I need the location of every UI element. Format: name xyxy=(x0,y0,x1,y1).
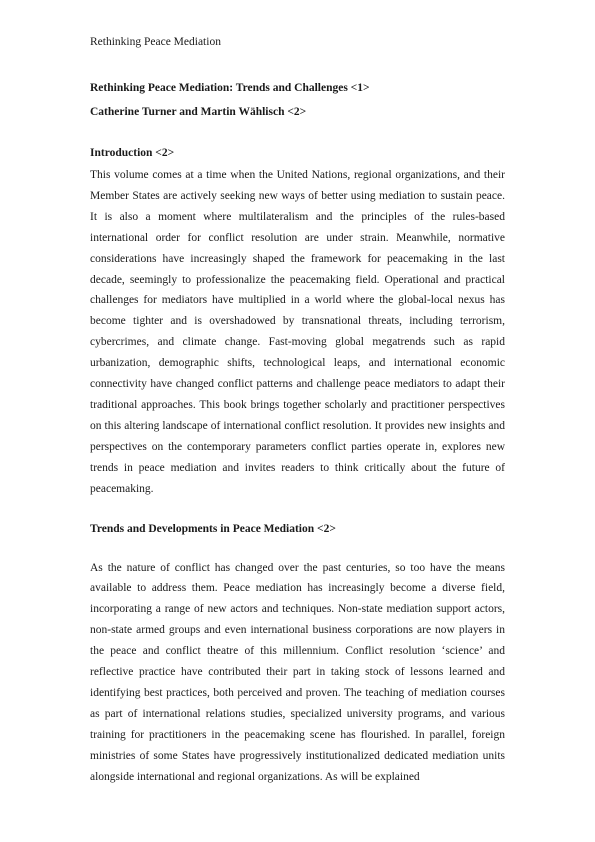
article-authors: Catherine Turner and Martin Wählisch <2> xyxy=(90,106,307,118)
introduction-paragraph: This volume comes at a time when the United Nations, regional organizations, and their Member States are actively seeking new ways of better using mediation to sustain peace. It is also a moment where multilateralism and the principles of the rules-based international order for conflict resolution are under strain. Meanwhile, normative considerations have increasingly shaped the framework for peacemaking in the last decade, seemingly to professionalize the peacemaking field. Operational and practical challenges for mediators have multiplied in a world where the global-local nexus has become tighter and is overshadowed by transnational threats, including terrorism, cybercrimes, and climate change. Fast-moving global megatrends such as rapid urbanization, demographic shifts, technological leaps, and international economic connectivity have changed conflict patterns and challenge peace mediators to adapt their traditional approaches. This book brings together scholarly and practitioner perspectives on this altering landscape of international conflict resolution. It provides new insights and perspectives on the contemporary parameters conflict parties operate in, explores new trends in peace mediation and invites readers to think critically about the future of peacemaking. xyxy=(90,169,505,495)
running-header: Rethinking Peace Mediation xyxy=(90,36,221,48)
section-heading-introduction: Introduction <2> xyxy=(90,147,175,159)
section-heading-trends: Trends and Developments in Peace Mediation <2> xyxy=(90,522,336,535)
article-title: Rethinking Peace Mediation: Trends and Challenges <1> xyxy=(90,82,370,94)
trends-paragraph: As the nature of conflict has changed over the past centuries, so too have the means available to address them. Peace mediation has increasingly become a diverse field, incorporating a range of new actors and techniques. Non-state mediation support actors, non-state armed groups and even international business corporations are now players in the peace and conflict theatre of this millennium. Conflict resolution ‘science’ and reflective practice have contributed their part in taking stock of lessons learned and identifying best practices, both perceived and proven. The teaching of mediation courses as part of international relations studies, specialized university programs, and various training for practitioners in the peacemaking scene has flourished. In parallel, foreign ministries of some States have progressively institutionalized dedicated mediation units alongside international and regional organizations. As will be explained xyxy=(90,561,505,783)
